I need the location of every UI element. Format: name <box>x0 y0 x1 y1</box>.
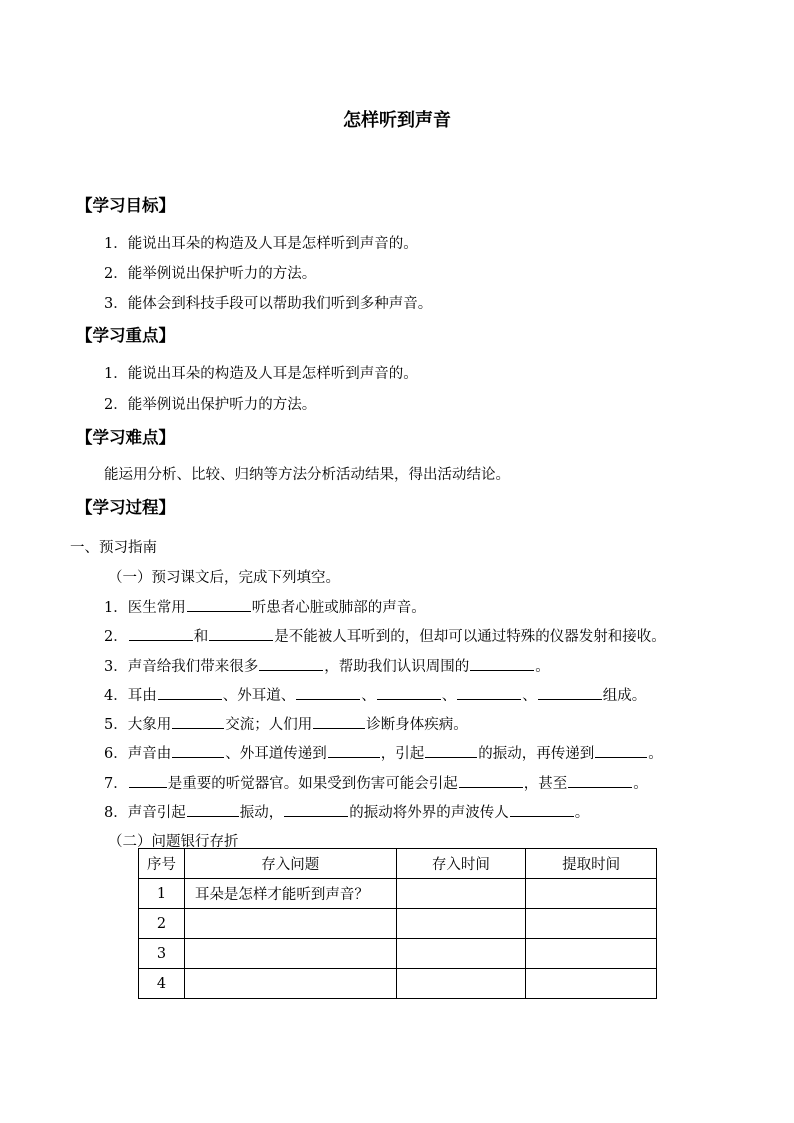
process-heading: 【学习过程】 <box>76 498 175 517</box>
q4-text-b: 、外耳道、 <box>222 688 296 704</box>
table-cell-index: 3 <box>139 939 185 969</box>
table-cell-question[interactable] <box>184 969 396 999</box>
table-cell-index: 2 <box>139 909 185 939</box>
q8-text-a: 8．声音引起 <box>104 805 186 821</box>
q4-text-d: 、 <box>441 688 457 704</box>
q2-text-a: 2． <box>104 629 128 645</box>
table-row <box>139 909 657 939</box>
goal-item-3: 3．能体会到科技手段可以帮助我们听到多种声音。 <box>104 296 433 312</box>
blank-field[interactable] <box>457 684 521 700</box>
q3-text-c: 。 <box>535 659 550 675</box>
q6-text-c: ，引起 <box>380 746 425 762</box>
blank-field[interactable] <box>313 713 365 729</box>
blank-field[interactable] <box>377 684 441 700</box>
table-cell-index: 1 <box>139 879 185 909</box>
table-header-row <box>139 849 657 879</box>
q2-text-b: 和 <box>193 629 209 645</box>
q1-text-a: 1．医生常用 <box>104 600 186 616</box>
blank-field[interactable] <box>129 625 193 641</box>
q4-text-f: 组成。 <box>602 688 647 704</box>
table-cell-index: 4 <box>139 969 185 999</box>
q4-text-a: 4．耳由 <box>104 688 157 704</box>
q7-text-c: ，甚至 <box>523 776 568 792</box>
q1-text-b: 听患者心脏或肺部的声音。 <box>251 600 426 616</box>
q6-text-a: 6．声音由 <box>104 746 172 762</box>
blank-field[interactable] <box>284 801 348 817</box>
blank-field[interactable] <box>568 772 632 788</box>
table-cell-deposit-time[interactable] <box>396 969 526 999</box>
q8-text-d: 。 <box>574 805 590 821</box>
q6-text-e: 。 <box>648 746 663 762</box>
question-8 <box>104 801 589 822</box>
focus-heading: 【学习重点】 <box>76 326 175 345</box>
goal-item-2: 2．能举例说出保护听力的方法。 <box>104 266 317 282</box>
goal-item-1: 1．能说出耳朵的构造及人耳是怎样听到声音的。 <box>104 236 418 252</box>
blank-field[interactable] <box>510 801 574 817</box>
q7-text-a: 7． <box>104 776 128 792</box>
q3-text-a: 3．声音给我们带来很多 <box>104 659 259 675</box>
question-bank-table <box>138 848 657 999</box>
table-header-cell: 序号 <box>139 849 185 879</box>
q8-text-b: 振动， <box>239 805 284 821</box>
blank-field[interactable] <box>158 684 222 700</box>
table-row <box>139 879 657 909</box>
table-cell-withdraw-time[interactable] <box>526 939 657 969</box>
blank-field[interactable] <box>538 684 602 700</box>
q8-text-c: 的振动将外界的声波传人 <box>349 805 509 821</box>
table-header-cell: 提取时间 <box>526 849 657 879</box>
blank-field[interactable] <box>259 655 323 671</box>
question-7 <box>104 772 648 793</box>
goals-heading: 【学习目标】 <box>76 196 175 215</box>
blank-field[interactable] <box>187 801 239 817</box>
focus-item-2: 2．能举例说出保护听力的方法。 <box>104 397 317 413</box>
table-cell-withdraw-time[interactable] <box>526 879 657 909</box>
table-cell-deposit-time[interactable] <box>396 939 526 969</box>
blank-field[interactable] <box>296 684 360 700</box>
question-3 <box>104 655 550 676</box>
table-row <box>139 969 657 999</box>
difficulty-text: 能运用分析、比较、归纳等方法分析活动结果，得出活动结论。 <box>104 467 510 483</box>
q2-text-c: 是不能被人耳听到的，但却可以通过特殊的仪器发射和接收。 <box>274 629 666 645</box>
q6-text-d: 的振动，再传递到 <box>478 746 595 762</box>
table-cell-withdraw-time[interactable] <box>526 969 657 999</box>
table-cell-withdraw-time[interactable] <box>526 909 657 939</box>
question-5 <box>104 713 468 734</box>
q5-text-b: 交流；人们用 <box>225 717 313 733</box>
blank-field[interactable] <box>470 655 534 671</box>
page-title: 怎样听到声音 <box>343 110 451 131</box>
focus-item-1: 1．能说出耳朵的构造及人耳是怎样听到声音的。 <box>104 366 418 382</box>
q5-text-a: 5．大象用 <box>104 717 172 733</box>
table-row <box>139 939 657 969</box>
q4-text-c: 、 <box>361 688 376 704</box>
blank-field[interactable] <box>172 713 224 729</box>
table-cell-deposit-time[interactable] <box>396 909 526 939</box>
q6-text-b: 、外耳道传递到 <box>225 746 327 762</box>
blank-field[interactable] <box>172 742 224 758</box>
sub2-heading: （二）问题银行存折 <box>108 834 239 850</box>
blank-field[interactable] <box>187 596 251 612</box>
table-cell-question[interactable] <box>184 939 396 969</box>
q4-text-e: 、 <box>522 688 537 704</box>
blank-field[interactable] <box>425 742 477 758</box>
blank-field[interactable] <box>328 742 380 758</box>
question-4 <box>104 684 646 705</box>
q7-text-d: 。 <box>633 776 648 792</box>
q3-text-b: ，帮助我们认识周围的 <box>324 659 470 675</box>
blank-field[interactable] <box>209 625 273 641</box>
difficulty-heading: 【学习难点】 <box>76 428 175 447</box>
table-cell-question[interactable]: 耳朵是怎样才能听到声音？ <box>184 879 396 909</box>
question-6 <box>104 742 663 763</box>
blank-field[interactable] <box>129 772 167 788</box>
part1-heading: 一、预习指南 <box>70 540 157 556</box>
question-2 <box>104 625 666 646</box>
table-header-cell: 存入时间 <box>396 849 526 879</box>
blank-field[interactable] <box>459 772 523 788</box>
table-cell-deposit-time[interactable] <box>396 879 526 909</box>
table-cell-question[interactable] <box>184 909 396 939</box>
sub1-heading: （一）预习课文后，完成下列填空。 <box>108 570 340 586</box>
question-1 <box>104 596 426 617</box>
q7-text-b: 是重要的听觉器官。如果受到伤害可能会引起 <box>167 776 458 792</box>
q5-text-c: 诊断身体疾病。 <box>366 717 468 733</box>
blank-field[interactable] <box>595 742 647 758</box>
table-header-cell: 存入问题 <box>184 849 396 879</box>
